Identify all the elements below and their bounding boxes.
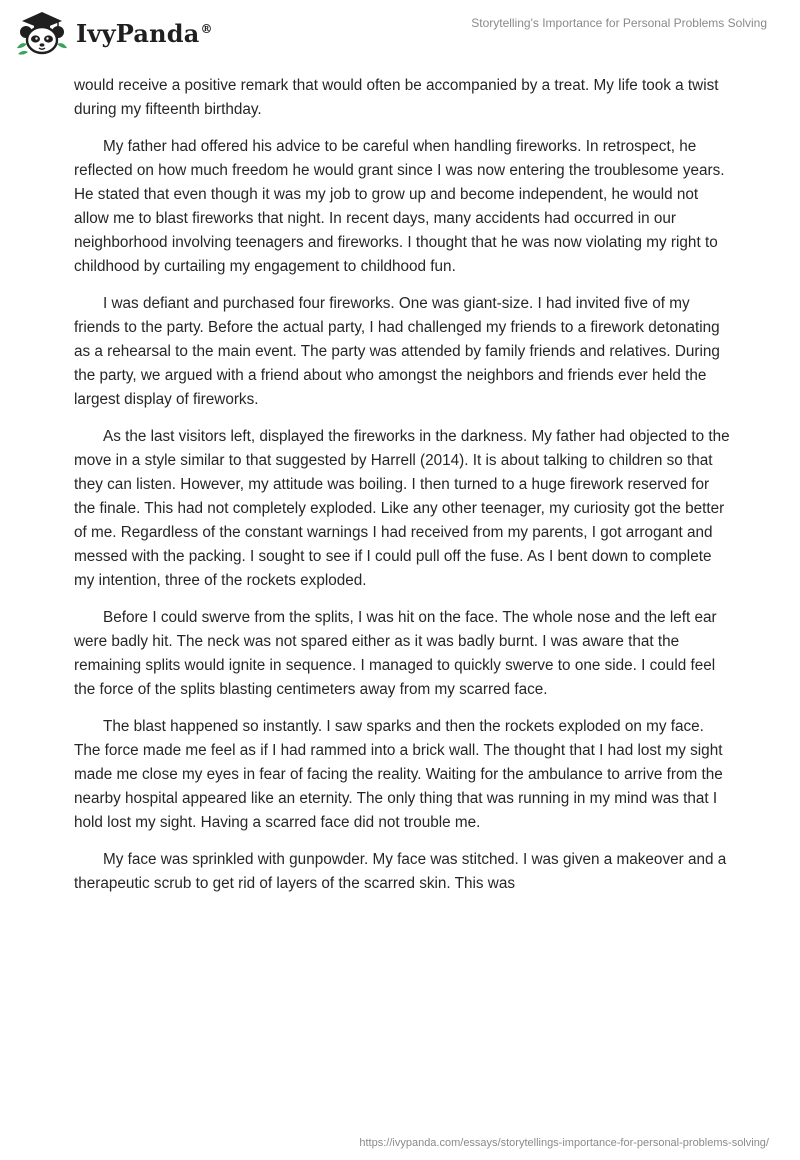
logo-wordmark	[76, 19, 213, 48]
page-header	[0, 0, 800, 72]
essay-paragraph: I was defiant and purchased four fireworks. One was giant-size. I had invited five of my friends to the party. Before the actual party, I had challenged my friends to a firework detonating as a rehearsal to the main event. The party was attended by family friends and relatives. During the party, we argued with a friend about who amongst the neighbors and friends ever held the largest display of fireworks.	[74, 295, 720, 408]
ivypanda-logo-link[interactable]	[14, 8, 213, 58]
essay-body	[74, 74, 734, 909]
logo-name: IvyPanda	[76, 18, 200, 48]
essay-paragraph: would receive a positive remark that would often be accompanied by a treat. My life took a twist during my fifteenth birthday.	[74, 77, 719, 118]
essay-paragraph: As the last visitors left, displayed the fireworks in the darkness. My father had objected to the move in a style similar to that suggested by Harrell (2014). It is about talking to children so that they can listen. However, my attitude was boiling. I then turned to a huge firework reserved for the finale. This had not completely exploded. Like any other teenager, my curiosity got the better of me. Regardless of the constant warnings I had received from my parents, I got arrogant and messed with the packing. I sought to see if I could pull off the fuse. As I bent down to complete my intention, three of the rockets exploded.	[74, 428, 730, 589]
registered-mark: ®	[200, 21, 213, 36]
essay-paragraph: Before I could swerve from the splits, I was hit on the face. The whole nose and the left ear were badly hit. The neck was not spared either as it was badly burnt. I was aware that the remaining splits would ignite in sequence. I managed to quickly swerve to one side. I could feel the force of the splits blasting centimeters away from my scarred face.	[74, 609, 717, 698]
essay-paragraph: The blast happened so instantly. I saw sparks and then the rockets exploded on my face. The force made me feel as if I had rammed into a brick wall. The thought that I had lost my sight made me close my eyes in fear of facing the reality. Waiting for the ambulance to arrive from the nearby hospital appeared like an eternity. The only thing that was running in my mind was that I hold lost my sight. Having a scarred face did not trouble me.	[74, 718, 723, 831]
source-url-link[interactable]: https://ivypanda.com/essays/storytellings-importance-for-personal-problems-solving/	[359, 1137, 769, 1149]
essay-paragraph: My face was sprinkled with gunpowder. My face was stitched. I was given a makeover and a therapeutic scrub to get rid of layers of the scarred skin. This was	[74, 851, 727, 892]
essay-paragraph: My father had offered his advice to be careful when handling fireworks. In retrospect, he reflected on how much freedom he would grant since I was now entering the troublesome years. He stated that even though it was my job to grow up and become independent, he would not allow me to blast fireworks that night. In recent days, many accidents had occurred in our neighborhood involving teenagers and fireworks. I thought that he was now violating my right to childhood by curtailing my engagement to childhood fun.	[74, 138, 725, 275]
panda-graduate-logo-icon	[14, 8, 70, 58]
document-title: Storytelling's Importance for Personal Problems Solving	[471, 16, 767, 30]
